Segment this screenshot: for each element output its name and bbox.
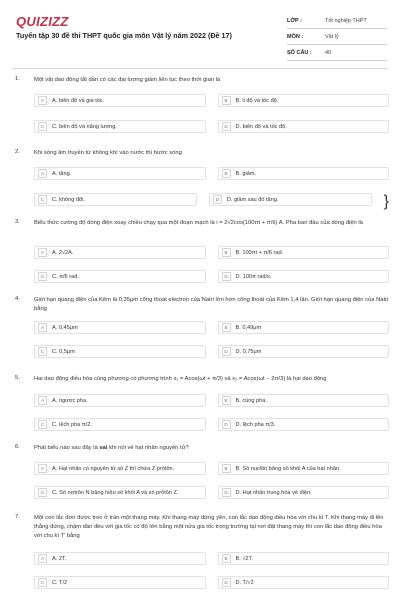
option-text: B. 0,49μm (235, 324, 262, 331)
question-number: 3. (15, 219, 20, 225)
question-number: 5. (15, 375, 20, 381)
option-text: D. giảm sau đó tăng. (226, 196, 279, 203)
question-number: 7. (15, 514, 20, 520)
option-text: B. li độ và tốc độ. (235, 97, 279, 104)
document-title: Tuyển tập 30 đề thi THPT quốc gia môn Vật lý năm 2022 (Đề 17) (16, 31, 232, 40)
option-letter: D (222, 347, 231, 356)
option-text: A. 2T. (52, 555, 67, 562)
header-divider (12, 68, 388, 69)
question-text: Một vật dao động tắt dần có các đại lượng giảm liên tục theo thời gian là (34, 77, 221, 83)
option-letter: C (38, 488, 47, 497)
option-letter: A (38, 169, 47, 178)
option-d[interactable] (218, 418, 390, 431)
option-letter: A (38, 323, 47, 332)
option-letter: C (38, 347, 47, 356)
question-text-after: khi nói về hạt nhân nguyên tử? (107, 445, 189, 451)
option-text: D. biên độ và tốc độ. (235, 123, 287, 130)
option-d[interactable] (218, 486, 390, 499)
option-c[interactable] (34, 486, 206, 499)
option-a[interactable] (34, 246, 206, 259)
option-letter: D (213, 195, 222, 204)
option-text: B. 100πt + π/6 rad. (235, 249, 284, 256)
option-text: A. 0,45μm (52, 324, 78, 331)
option-text: A. ngược pha. (52, 397, 88, 404)
option-text: D. lệch pha π/3. (235, 421, 276, 428)
count-label: SỐ CÂU : (287, 49, 312, 56)
option-b[interactable] (218, 167, 390, 180)
option-letter: D (222, 578, 231, 587)
option-letter: D (222, 420, 231, 429)
question-number: 4. (15, 296, 20, 302)
class-label: LỚP : (287, 17, 302, 24)
option-letter: A (38, 96, 47, 105)
option-c[interactable] (34, 345, 206, 358)
question-text: Một con lắc đơn được treo ở trần một thang máy. Khi thang máy đứng yên, con lắc dao động điều hòa với chu kì T. Khi thang máy đi lên thẳng đứng, chậm dần đều với gia tốc có độ lớn bằng một nửa gia tốc trọng trường tại nơi đặt thang máy thì con lắc dao động điều hòa với chu kì T' bằng (34, 515, 384, 539)
option-c[interactable] (34, 576, 206, 589)
option-text: B. Số nuclôn bằng số khối A của hạt nhân. (235, 465, 341, 472)
option-text: C. không đổi. (52, 196, 85, 203)
meta-panel (287, 13, 387, 61)
option-letter: C (38, 272, 47, 281)
question-text: Hai dao động điều hòa cùng phương có phương trình x₁ = Acos(ωt + π/3) và x₂ = Acos(ωt − 2π/3) là hai dao động (34, 376, 327, 382)
option-text: A. biên độ và gia tốc. (52, 97, 105, 104)
option-letter: B (222, 464, 231, 473)
option-a[interactable] (34, 321, 206, 334)
option-b[interactable] (218, 552, 390, 565)
option-letter: A (38, 554, 47, 563)
option-letter: B (222, 248, 231, 257)
subject-label: MÔN : (287, 33, 304, 40)
option-letter: B (222, 96, 231, 105)
question-number: 1. (15, 76, 20, 82)
count-value: 40 (325, 49, 332, 56)
option-a[interactable] (34, 462, 206, 475)
class-value: Tốt nghiệp THPT (325, 17, 367, 24)
option-letter: B (222, 396, 231, 405)
option-c[interactable] (34, 193, 197, 206)
option-text: C. 0,5μm (52, 348, 75, 355)
question-text (34, 444, 389, 453)
option-letter: B (222, 169, 231, 178)
option-text: A. Hạt nhân có nguyên tử số Z thì chứa Z prôtôn. (52, 465, 175, 472)
option-text: C. lệch pha π/2. (52, 421, 92, 428)
document-header (0, 0, 400, 70)
meta-row-count (287, 45, 387, 61)
option-letter: A (38, 396, 47, 405)
option-letter: D (222, 272, 231, 281)
option-b[interactable] (218, 94, 390, 107)
option-letter: C (38, 195, 47, 204)
option-letter: D (222, 488, 231, 497)
option-text: C. Số nơtrôn N bằng hiệu số khối A và số prôtôn Z. (52, 489, 179, 496)
option-c[interactable] (34, 120, 206, 133)
subject-value: Vật lý (325, 33, 339, 40)
option-letter: B (222, 554, 231, 563)
meta-row-subject (287, 29, 387, 45)
quizizz-logo: QUIZIZZ (16, 14, 69, 29)
option-d[interactable] (209, 193, 372, 206)
option-d[interactable] (218, 270, 390, 283)
option-letter: A (38, 248, 47, 257)
option-letter: A (38, 464, 47, 473)
option-letter: C (38, 420, 47, 429)
option-c[interactable] (34, 270, 206, 283)
question-text: Biểu thức cường độ dòng điện xoay chiều chạy qua một đoạn mạch là i = 2√2cos(100πt + π/6) A. Pha ban đầu của dòng điện là (34, 220, 363, 226)
option-b[interactable] (218, 462, 390, 475)
option-d[interactable] (218, 120, 390, 133)
option-text: B. cùng pha. (235, 397, 267, 404)
option-text: C. T/2 (52, 579, 68, 586)
question-text: Giới hạn quang điện của Kẽm là 0,35μm công thoát electron của Natri lớn hơn công thoát của Kẽm 1,4 lần. Giới hạn quang điện của Natri bằng (34, 297, 389, 312)
option-a[interactable] (34, 94, 206, 107)
option-a[interactable] (34, 552, 206, 565)
option-text: B. giảm. (235, 170, 257, 177)
option-text: D. 0,75μm (235, 348, 262, 355)
option-letter: B (222, 323, 231, 332)
question-text-before: Phát biểu nào sau đây là (34, 445, 100, 451)
option-text: A. 2√2A. (52, 249, 74, 256)
option-c[interactable] (34, 418, 206, 431)
question-text: Khi sóng âm truyền từ không khí vào nước thì bước sóng (34, 150, 182, 156)
option-text: B. √2T. (235, 555, 253, 562)
option-a[interactable] (34, 167, 206, 180)
meta-row-class (287, 13, 387, 29)
option-d[interactable] (218, 345, 390, 358)
option-text: A. tăng. (52, 170, 72, 177)
option-text: C. biên độ và năng lượng. (52, 123, 117, 130)
option-text: D. 100π rad/s. (235, 273, 272, 280)
question-number: 2. (15, 149, 20, 155)
option-text: C. π/6 rad. (52, 273, 79, 280)
option-a[interactable] (34, 394, 206, 407)
option-b[interactable] (218, 321, 390, 334)
question-number: 6. (15, 444, 20, 450)
question-text-emphasis: sai (99, 445, 108, 451)
option-b[interactable] (218, 246, 390, 259)
option-letter: D (222, 122, 231, 131)
option-b[interactable] (218, 394, 390, 407)
option-letter: C (38, 122, 47, 131)
option-letter: C (38, 578, 47, 587)
option-d[interactable] (218, 576, 390, 589)
option-text: D. Hạt nhân trung hòa về điện. (235, 489, 312, 496)
option-text: D. T/√2 (235, 579, 254, 586)
